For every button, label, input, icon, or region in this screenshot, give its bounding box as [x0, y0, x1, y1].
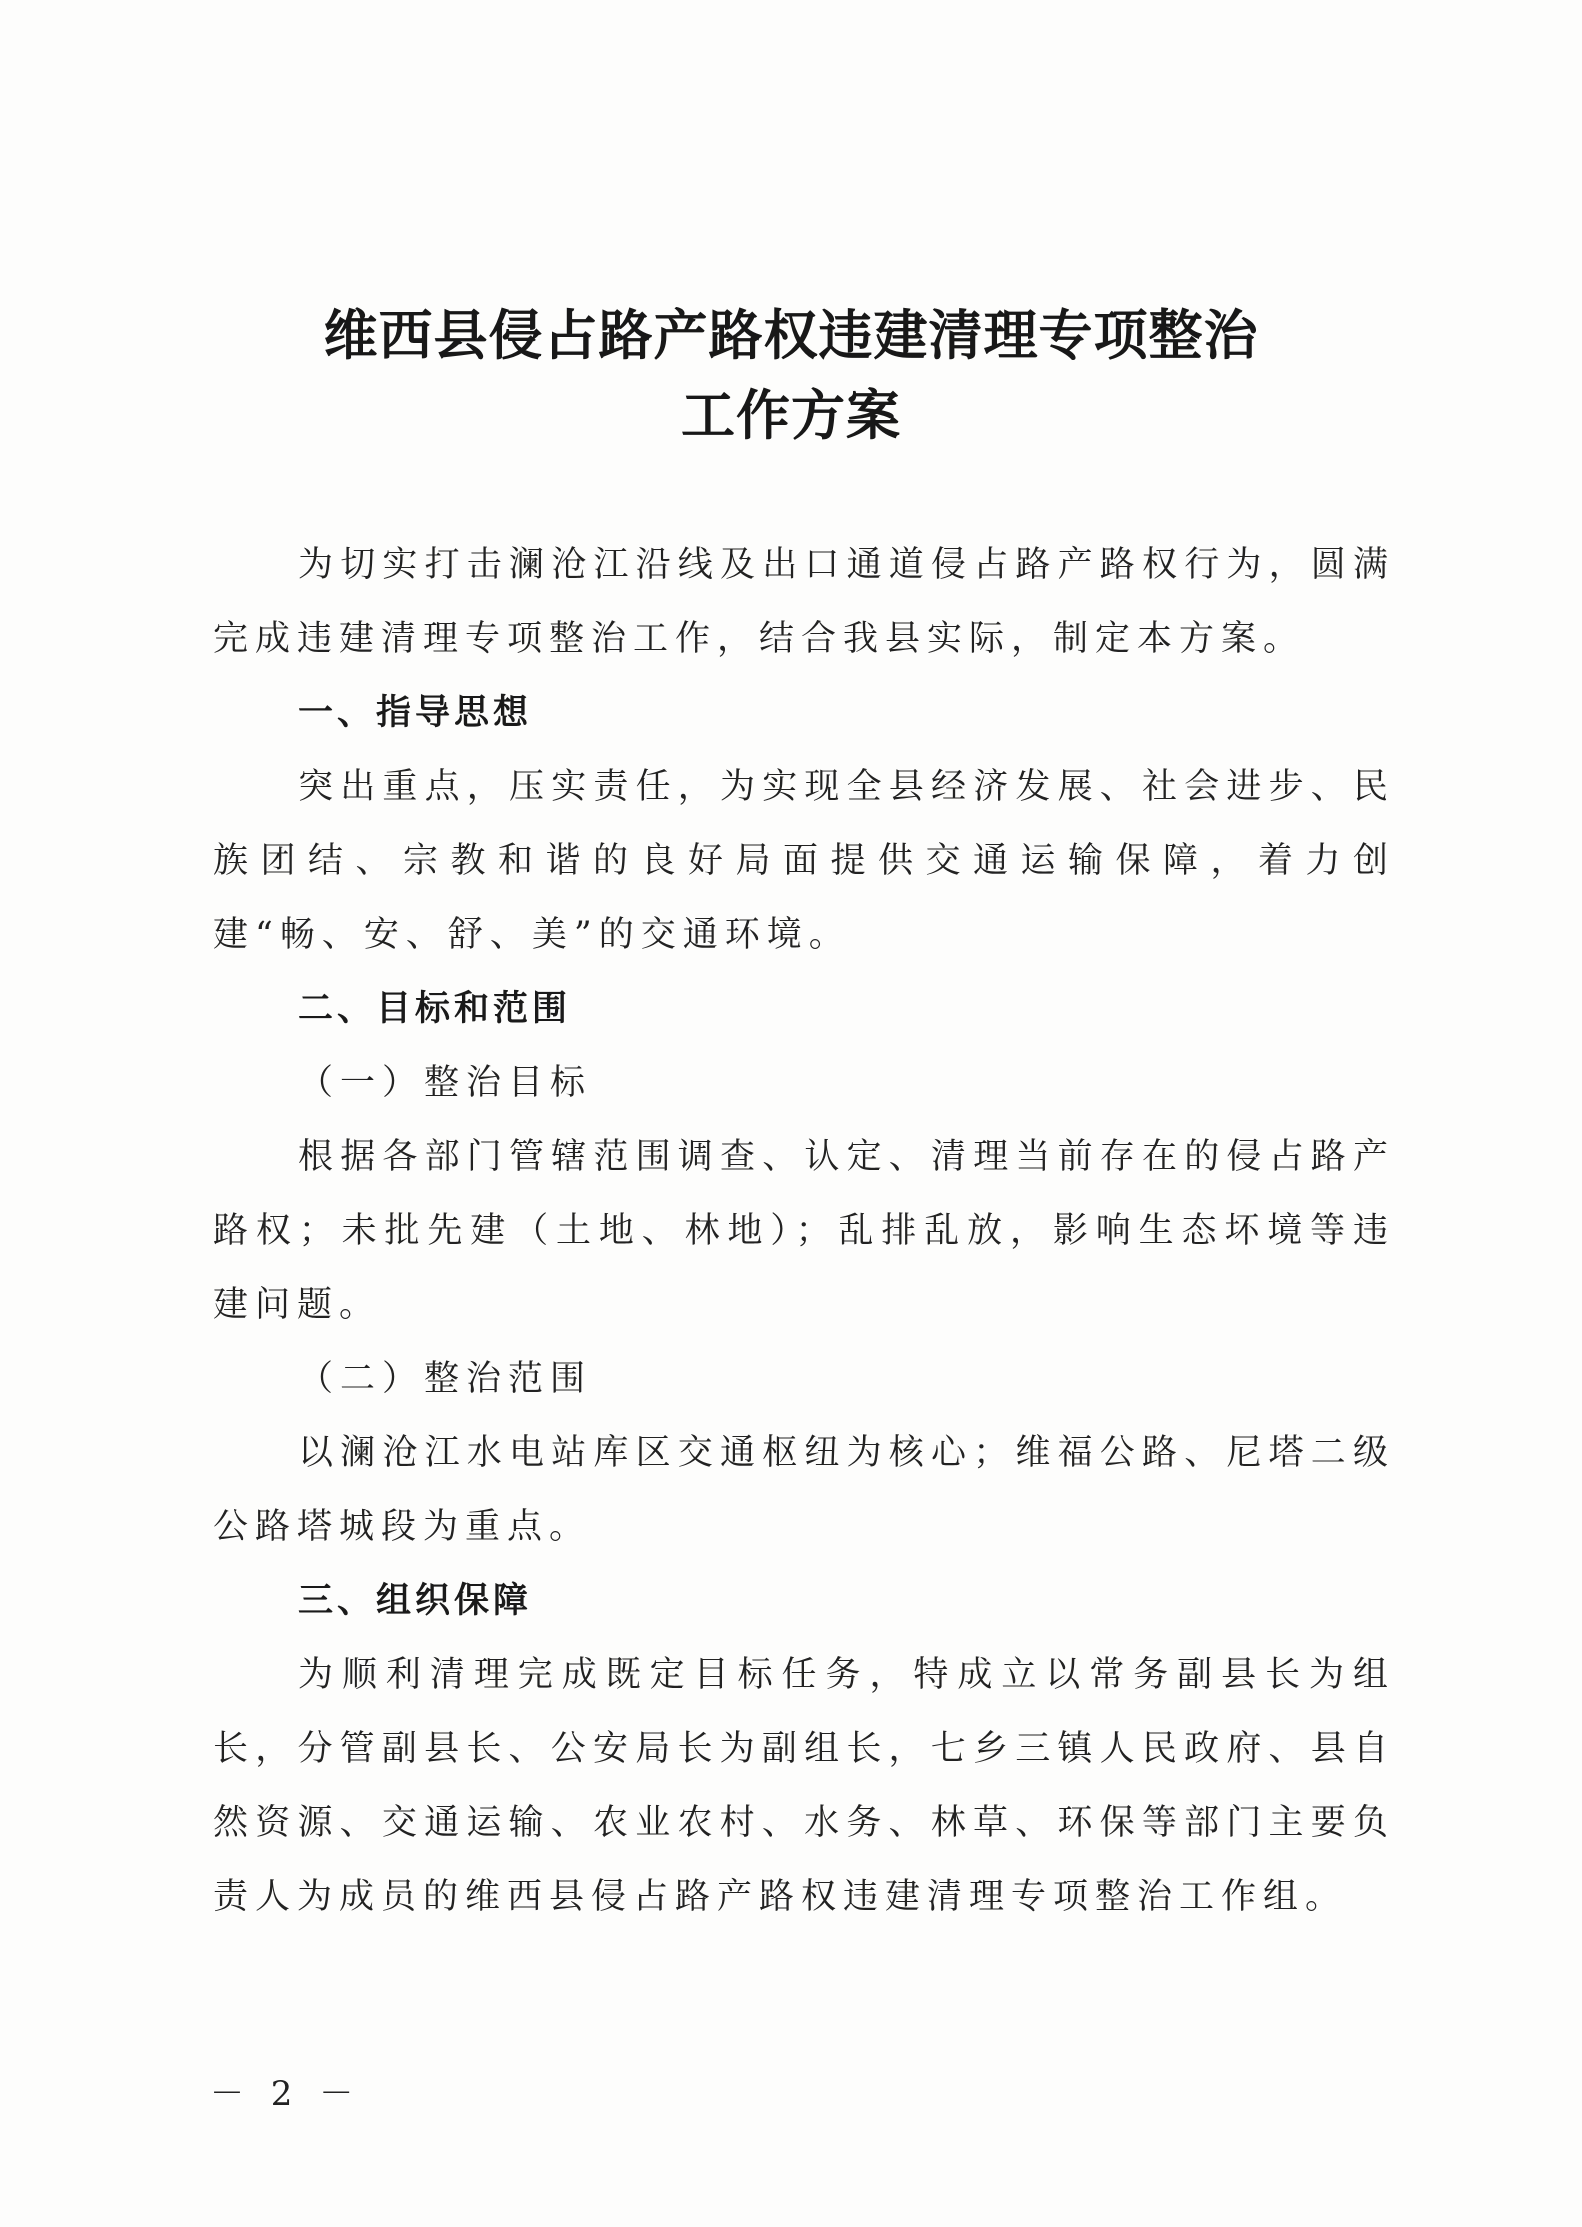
title-line-2: 工作方案: [681, 383, 901, 447]
section-1-paragraph: 突出重点，压实责任，为实现全县经济发展、社会进步、民族团结、宗教和谐的良好局面提供交通运输保障，着力创建“畅、安、舒、美”的交通环境。: [213, 767, 1395, 955]
page-number: － 2 －: [210, 2074, 362, 2114]
section-2-sub-2-paragraph: 以澜沧江水电站库区交通枢纽为核心；维福公路、尼塔二级公路塔城段为重点。: [213, 1433, 1395, 1547]
title-line-1: 维西县侵占路产路权违建清理专项整治: [323, 303, 1259, 367]
section-3-heading: 三、组织保障: [298, 1581, 533, 1621]
section-3-paragraph: 为顺利清理完成既定目标任务，特成立以常务副县长为组长，分管副县长、公安局长为副组长，七乡三镇人民政府、县自然资源、交通运输、农业农村、水务、林草、环保等部门主要负责人为成员的维西县侵占路产路权违建清理专项整治工作组。: [213, 1655, 1395, 1917]
section-2-sub-1-heading: （一）整治目标: [298, 1063, 593, 1103]
document-title: [0, 295, 1582, 455]
document-body: [213, 528, 1395, 1934]
section-2-sub-1-paragraph: 根据各部门管辖范围调查、认定、清理当前存在的侵占路产路权；未批先建（土地、林地）；乱排乱放，影响生态坏境等违建问题。: [213, 1137, 1395, 1325]
section-1-heading: 一、指导思想: [298, 693, 533, 733]
intro-paragraph: 为切实打击澜沧江沿线及出口通道侵占路产路权行为，圆满完成违建清理专项整治工作，结合我县实际，制定本方案。: [213, 545, 1395, 659]
section-2-heading: 二、目标和范围: [298, 989, 572, 1029]
section-2-sub-2-heading: （二）整治范围: [298, 1359, 593, 1399]
